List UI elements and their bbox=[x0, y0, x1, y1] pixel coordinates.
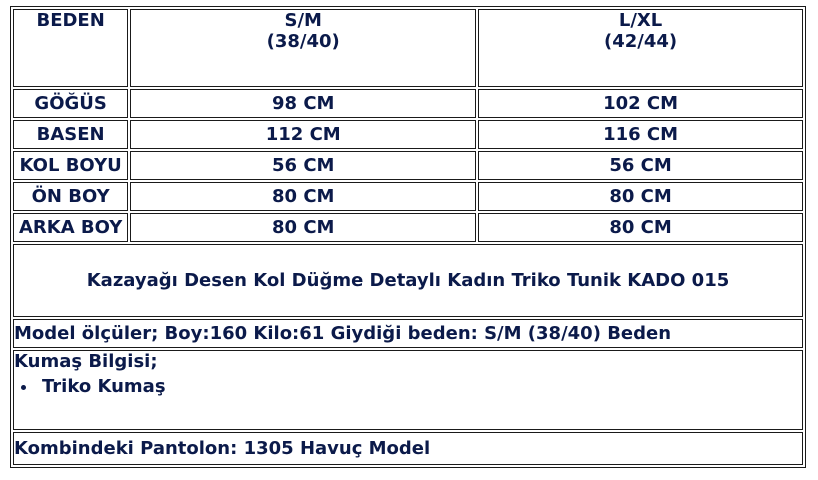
header-beden: BEDEN bbox=[13, 9, 128, 87]
header-row bbox=[13, 9, 803, 87]
header-lxl-numeric: (42/44) bbox=[604, 31, 678, 52]
cell-sm: 80 CM bbox=[130, 213, 476, 242]
row-label: BASEN bbox=[13, 120, 128, 149]
product-title-row bbox=[13, 244, 803, 317]
fabric-list bbox=[14, 376, 802, 397]
table-row bbox=[13, 213, 803, 242]
combo-info-row bbox=[13, 432, 803, 465]
table-row bbox=[13, 89, 803, 118]
row-label: GÖĞÜS bbox=[13, 89, 128, 118]
cell-lxl: 80 CM bbox=[478, 182, 803, 211]
table-row bbox=[13, 182, 803, 211]
table-row bbox=[13, 151, 803, 180]
row-label: ARKA BOY bbox=[13, 213, 128, 242]
fabric-info bbox=[13, 350, 803, 430]
cell-lxl: 80 CM bbox=[478, 213, 803, 242]
cell-sm: 56 CM bbox=[130, 151, 476, 180]
cell-lxl: 56 CM bbox=[478, 151, 803, 180]
cell-lxl: 102 CM bbox=[478, 89, 803, 118]
cell-sm: 80 CM bbox=[130, 182, 476, 211]
size-chart bbox=[10, 6, 806, 468]
header-sm-label: S/M bbox=[284, 10, 322, 31]
combo-info: Kombindeki Pantolon: 1305 Havuç Model bbox=[13, 432, 803, 465]
product-title: Kazayağı Desen Kol Düğme Detaylı Kadın Triko Tunik KADO 015 bbox=[13, 244, 803, 317]
header-lxl-label: L/XL bbox=[618, 10, 663, 31]
list-item: • Triko Kumaş bbox=[38, 376, 802, 397]
model-info-row bbox=[13, 319, 803, 348]
model-info: Model ölçüler; Boy:160 Kilo:61 Giydiği beden: S/M (38/40) Beden bbox=[13, 319, 803, 348]
cell-lxl: 116 CM bbox=[478, 120, 803, 149]
header-size-sm bbox=[130, 9, 476, 87]
cell-sm: 112 CM bbox=[130, 120, 476, 149]
header-sm-numeric: (38/40) bbox=[266, 31, 340, 52]
header-size-lxl bbox=[478, 9, 803, 87]
row-label: ÖN BOY bbox=[13, 182, 128, 211]
table-row bbox=[13, 120, 803, 149]
fabric-heading: Kumaş Bilgisi; bbox=[14, 351, 158, 372]
size-table bbox=[10, 6, 806, 468]
fabric-info-row bbox=[13, 350, 803, 430]
row-label: KOL BOYU bbox=[13, 151, 128, 180]
cell-sm: 98 CM bbox=[130, 89, 476, 118]
